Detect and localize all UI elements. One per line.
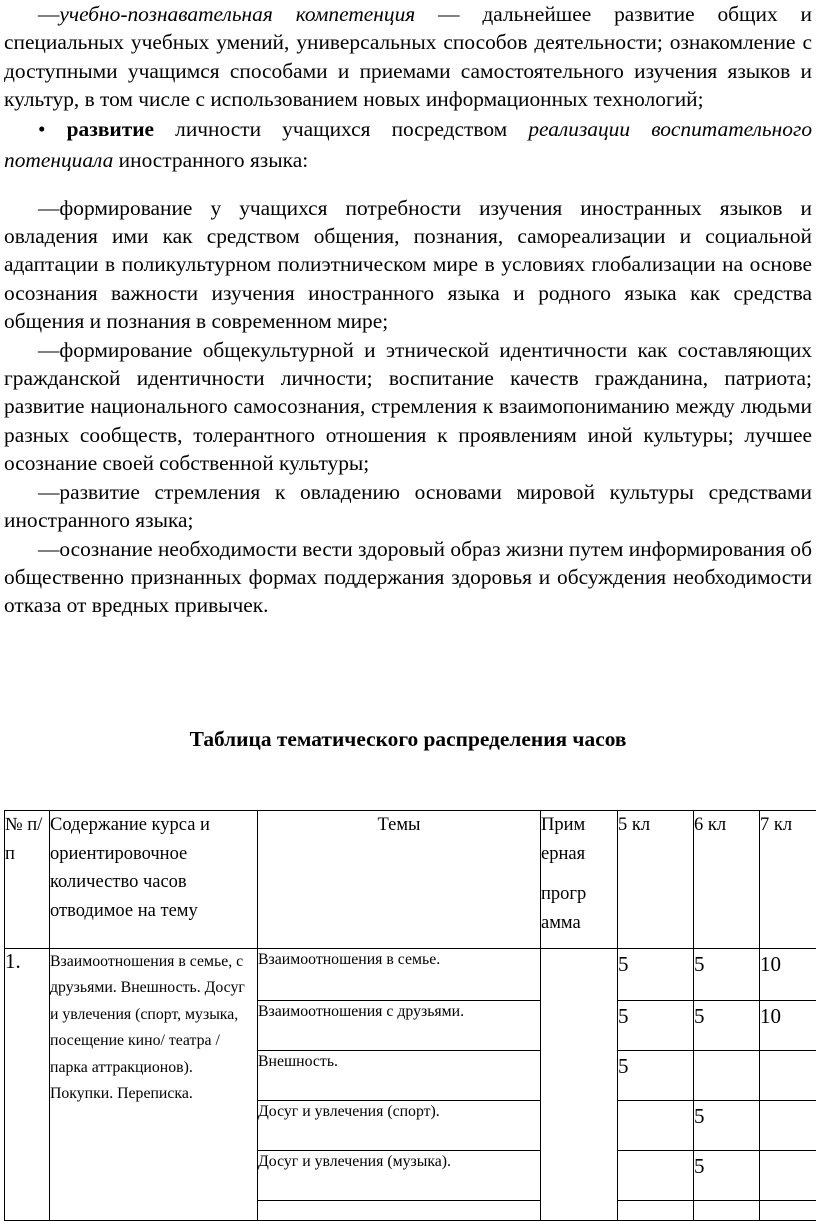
grade-6-value xyxy=(694,1051,760,1101)
list-item: —формирование общекультурной и этнической идентичности как составляющих гражданской идентичности личности; воспитание качеств гражданина, патриота; развитие национального самосознания, стремления к взаимопониманию между людьми разных сообществ, толерантного отношения к проявлениям иной культуры; лучшее осознание своей собственной культуры; xyxy=(4,336,812,478)
grade-7-value: 10 xyxy=(760,949,816,1001)
header-num: № п/п xyxy=(5,811,50,949)
table-header-row xyxy=(5,811,816,949)
header-program xyxy=(541,811,618,949)
row-number: 1. xyxy=(5,949,50,1221)
table-row xyxy=(5,949,816,1001)
competence-term: учебно-познавательная компетенция xyxy=(59,2,415,26)
grade-5-value: 5 xyxy=(618,949,694,1001)
bullet-end: иностранного языка: xyxy=(113,148,308,172)
grade-6-value: 5 xyxy=(694,1151,760,1201)
topic-cell: Досуг и увлечения (музыка). xyxy=(258,1151,541,1201)
grade-5-value: 5 xyxy=(618,1001,694,1051)
topic-cell: Досуг и увлечения (спорт). xyxy=(258,1101,541,1151)
grade-7-value xyxy=(760,1151,816,1201)
grade-5-value xyxy=(618,1101,694,1151)
paragraph-competence xyxy=(4,0,812,114)
grade-7-value: 10 xyxy=(760,1001,816,1051)
bullet-bold-word: развитие xyxy=(67,117,154,141)
grade-6-value: 5 xyxy=(694,1101,760,1151)
course-content: Взаимоотношения в семье, с друзьями. Внешность. Досуг и увлечения (спорт, музыка, посещение кино/ театра / парка аттракционов). Покупки. Переписка. xyxy=(50,949,258,1221)
bullet-italic: реализации воспитательного потенциала xyxy=(4,117,812,172)
list-item: —формирование у учащихся потребности изучения иностранных языков и овладения ими как средством общения, познания, самореализации и социальной адаптации в поликультурном полиэтническом мире в условиях глобализации на основе осознания важности изучения иностранного языка и родного языка как средства общения и познания в современном мире; xyxy=(4,194,812,336)
header-content: Содержание курса и ориентировочное количество часов отводимое на тему xyxy=(50,811,258,949)
dash: — xyxy=(38,2,59,26)
competence-text: — дальнейшее развитие общих и специальных учебных умений, универсальных способов деятельности; ознакомление с доступными учащимся способами и приемами самостоятельного изучения языков и культур, в том числе с использованием новых информационных технологий; xyxy=(4,2,812,111)
hours-table xyxy=(4,810,816,1221)
grade-5-value: 5 xyxy=(618,1051,694,1101)
grade-7-value xyxy=(760,1051,816,1101)
table-title: Таблица тематического распределения часов xyxy=(0,725,816,753)
program-cell xyxy=(541,949,618,1221)
grade-6-value xyxy=(694,1201,760,1221)
grade-6-value: 5 xyxy=(694,1001,760,1051)
header-grade-5: 5 кл xyxy=(618,811,694,949)
topic-cell: Внешность. xyxy=(258,1051,541,1101)
body-text xyxy=(4,0,812,620)
bullet-marker: • xyxy=(38,117,67,141)
grade-6-value: 5 xyxy=(694,949,760,1001)
topic-cell xyxy=(258,1201,541,1221)
topic-cell: Взаимоотношения с друзьями. xyxy=(258,1001,541,1051)
topic-cell: Взаимоотношения в семье. xyxy=(258,949,541,1001)
header-topics: Темы xyxy=(258,811,541,949)
header-program-line2: прогр амма xyxy=(541,880,617,937)
header-grade-6: 6 кл xyxy=(694,811,760,949)
list-item: —развитие стремления к овладению основами мировой культуры средствами иностранного языка; xyxy=(4,478,812,535)
grade-5-value xyxy=(618,1201,694,1221)
bullet-development xyxy=(4,114,812,176)
bullet-mid: личности учащихся посредством xyxy=(154,117,528,141)
grade-7-value xyxy=(760,1201,816,1221)
header-program-line1: Прим ерная xyxy=(541,811,617,868)
list-item: —осознание необходимости вести здоровый образ жизни путем информирования об общественно признанных формах поддержания здоровья и обсуждения необходимости отказа от вредных привычек. xyxy=(4,535,812,620)
grade-5-value xyxy=(618,1151,694,1201)
header-grade-7: 7 кл xyxy=(760,811,816,949)
grade-7-value xyxy=(760,1101,816,1151)
